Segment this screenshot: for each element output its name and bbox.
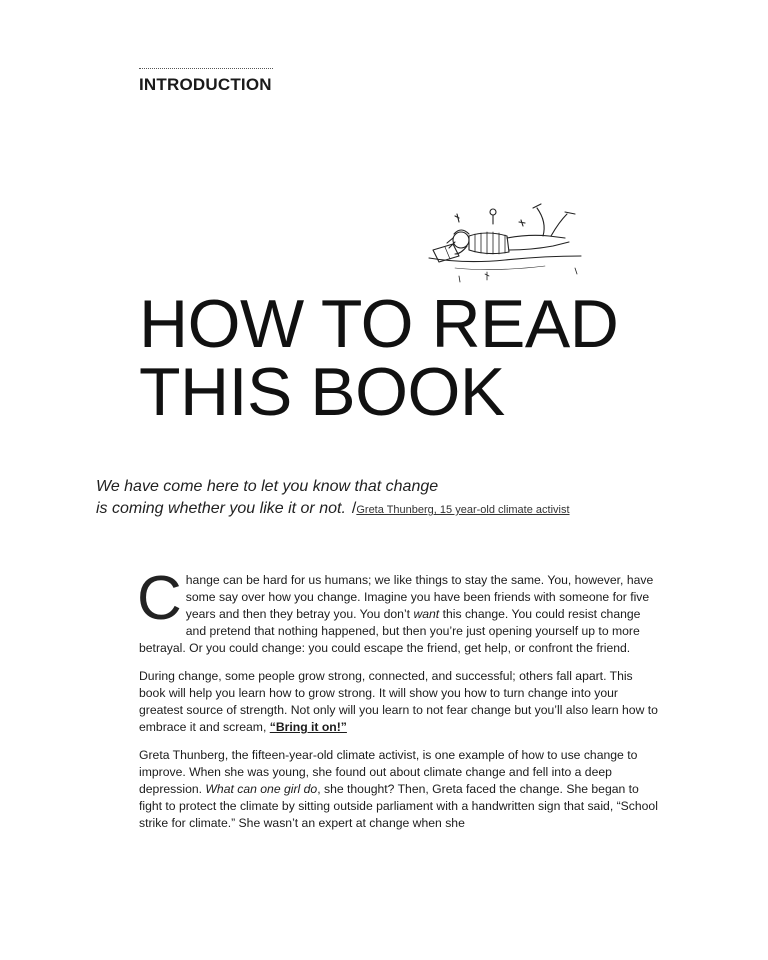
paragraph-2-text: During change, some people grow strong, connected, and successful; others fall apart. This book will help you learn how to grow strong. It will show you how to turn change into your greatest source of strength. Not only will you learn to not fear change but you’ll also learn how to embrace it and scream, (139, 669, 658, 734)
paragraph-1 (137, 564, 661, 657)
page-title (139, 286, 619, 430)
bring-it-on-callout: “Bring it on!” (269, 720, 347, 734)
paragraph-1-text-b: this change. You could resist change and pretend that nothing happened, but then you’re just opening yourself up to more betrayal. Or you could change: you could escape the friend, get help, or confront the friend. (139, 607, 641, 655)
paragraph-2 (139, 668, 661, 736)
title-line-2: THIS BOOK (139, 354, 505, 430)
paragraph-1-emphasis: want (413, 607, 440, 621)
body-text (137, 564, 661, 843)
attribution-slash: / (351, 500, 357, 517)
title-line-1: HOW TO READ (139, 286, 619, 362)
paragraph-3-emphasis: What can one girl do (205, 782, 318, 796)
section-label: INTRODUCTION (139, 75, 272, 94)
section-rule (139, 68, 273, 69)
drop-cap: C (137, 564, 182, 633)
paragraph-3-text-a: Greta Thunberg, the fifteen-year-old climate activist, is one example of how to use change to improve. When she was young, she found out about climate change and fell into a deep depression. (139, 748, 638, 796)
epigraph-line-1: We have come here to let you know that change (96, 478, 439, 495)
girl-reading-illustration (425, 196, 585, 286)
epigraph-quote (96, 476, 696, 521)
paragraph-3 (139, 747, 661, 832)
epigraph-line-2 (96, 498, 696, 521)
quote-attribution: Greta Thunberg, 15 year-old climate activist (356, 504, 570, 516)
paragraph-1-text-a: hange can be hard for us humans; we like things to stay the same. You, however, have some say over how you change. Imagine you have been friends with someone for five years and then they betray you. You don’t (185, 573, 654, 621)
paragraph-3-text-b: , she thought? Then, Greta faced the change. She began to fight to protect the climate by sitting outside parliament with a handwritten sign that said, “School strike for climate.” She wasn’t an expert at change when she (139, 782, 658, 830)
epigraph-line-2-text: is coming whether you like it or not. (96, 500, 346, 517)
